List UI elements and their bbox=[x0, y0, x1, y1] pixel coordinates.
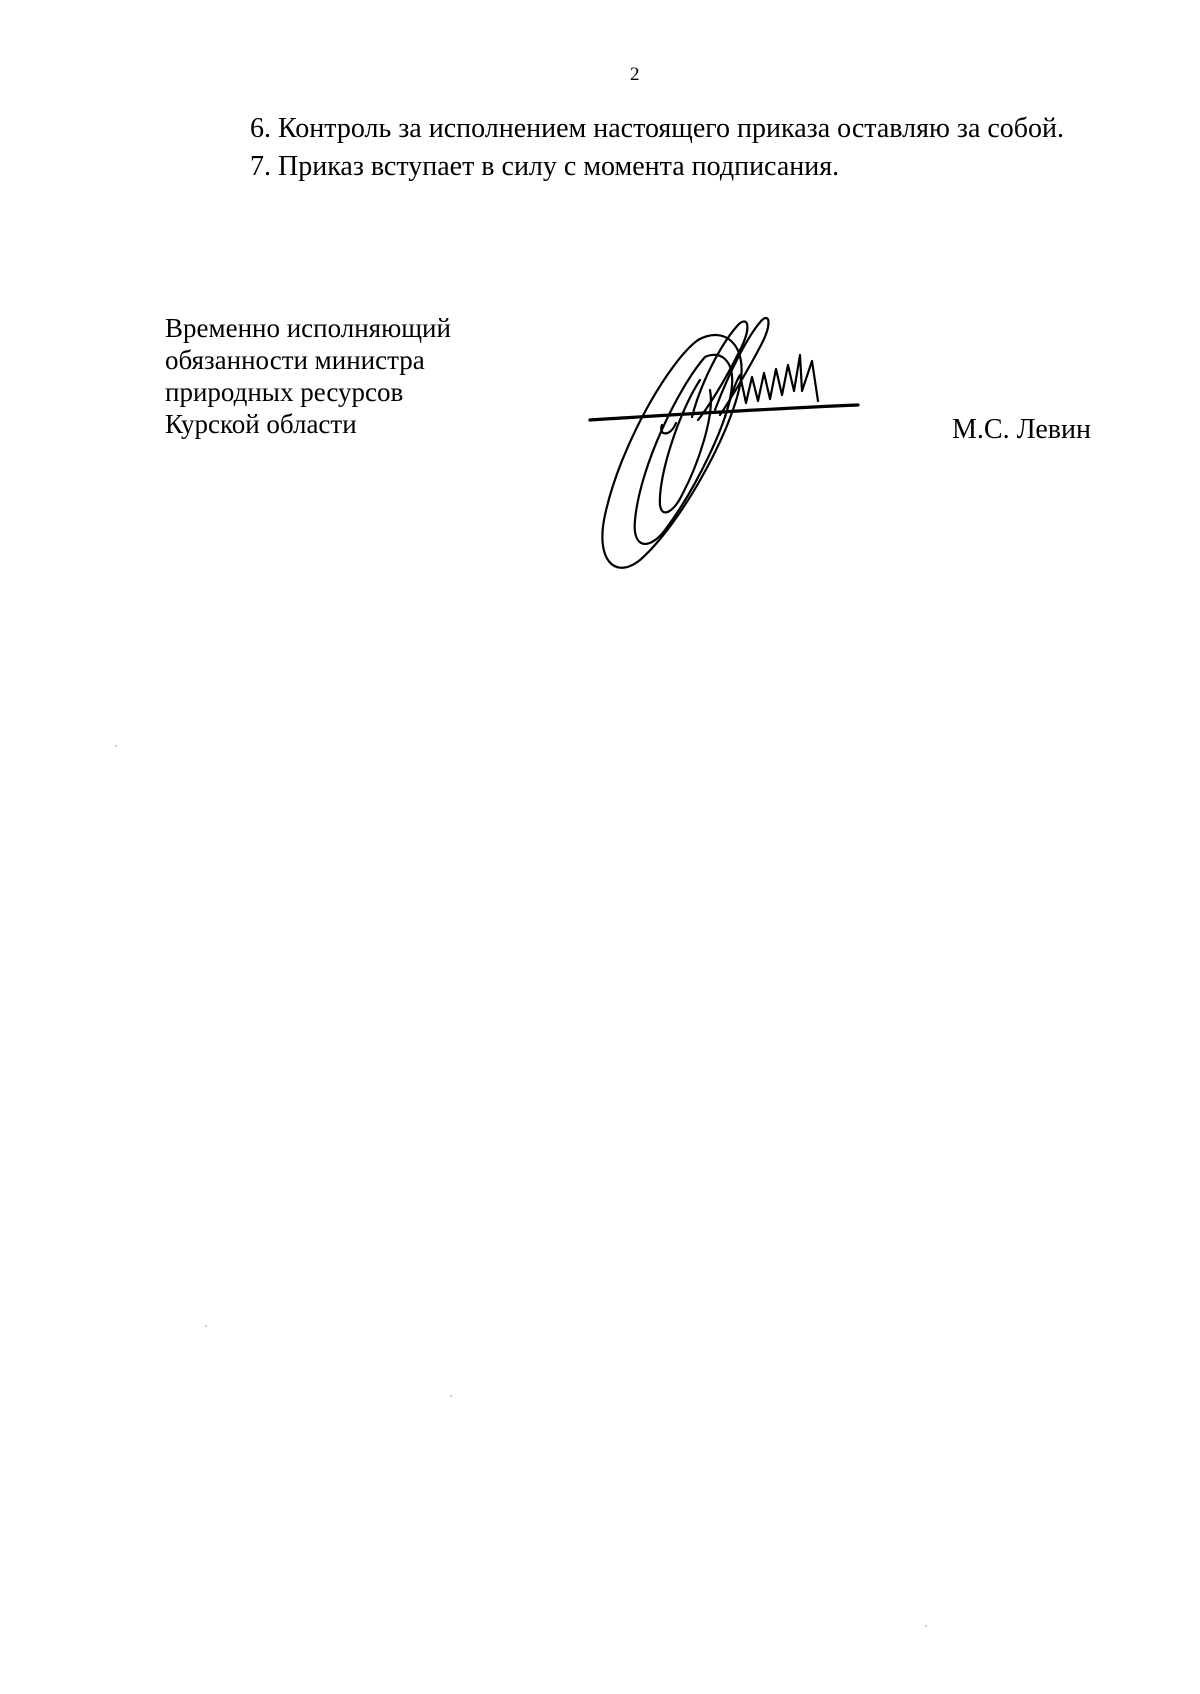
signatory-name: М.С. Левин bbox=[952, 414, 1091, 445]
scan-speck bbox=[925, 1625, 927, 1627]
handwritten-signature bbox=[580, 305, 880, 580]
clause-item: 7. Приказ вступает в силу с момента подписания. bbox=[250, 151, 840, 182]
scan-speck bbox=[115, 745, 117, 747]
signatory-position-line: природных ресурсов bbox=[165, 377, 404, 407]
page-number: 2 bbox=[630, 64, 640, 85]
signatory-position-line: Временно исполняющий bbox=[165, 313, 451, 343]
clause-item: 6. Контроль за исполнением настоящего приказа оставляю за собой. bbox=[250, 113, 1065, 144]
signatory-position bbox=[165, 312, 451, 440]
signatory-position-line: Курской области bbox=[165, 409, 357, 439]
signatory-position-line: обязанности министра bbox=[165, 345, 425, 375]
scan-speck bbox=[450, 1395, 452, 1397]
scan-speck bbox=[205, 1325, 207, 1327]
